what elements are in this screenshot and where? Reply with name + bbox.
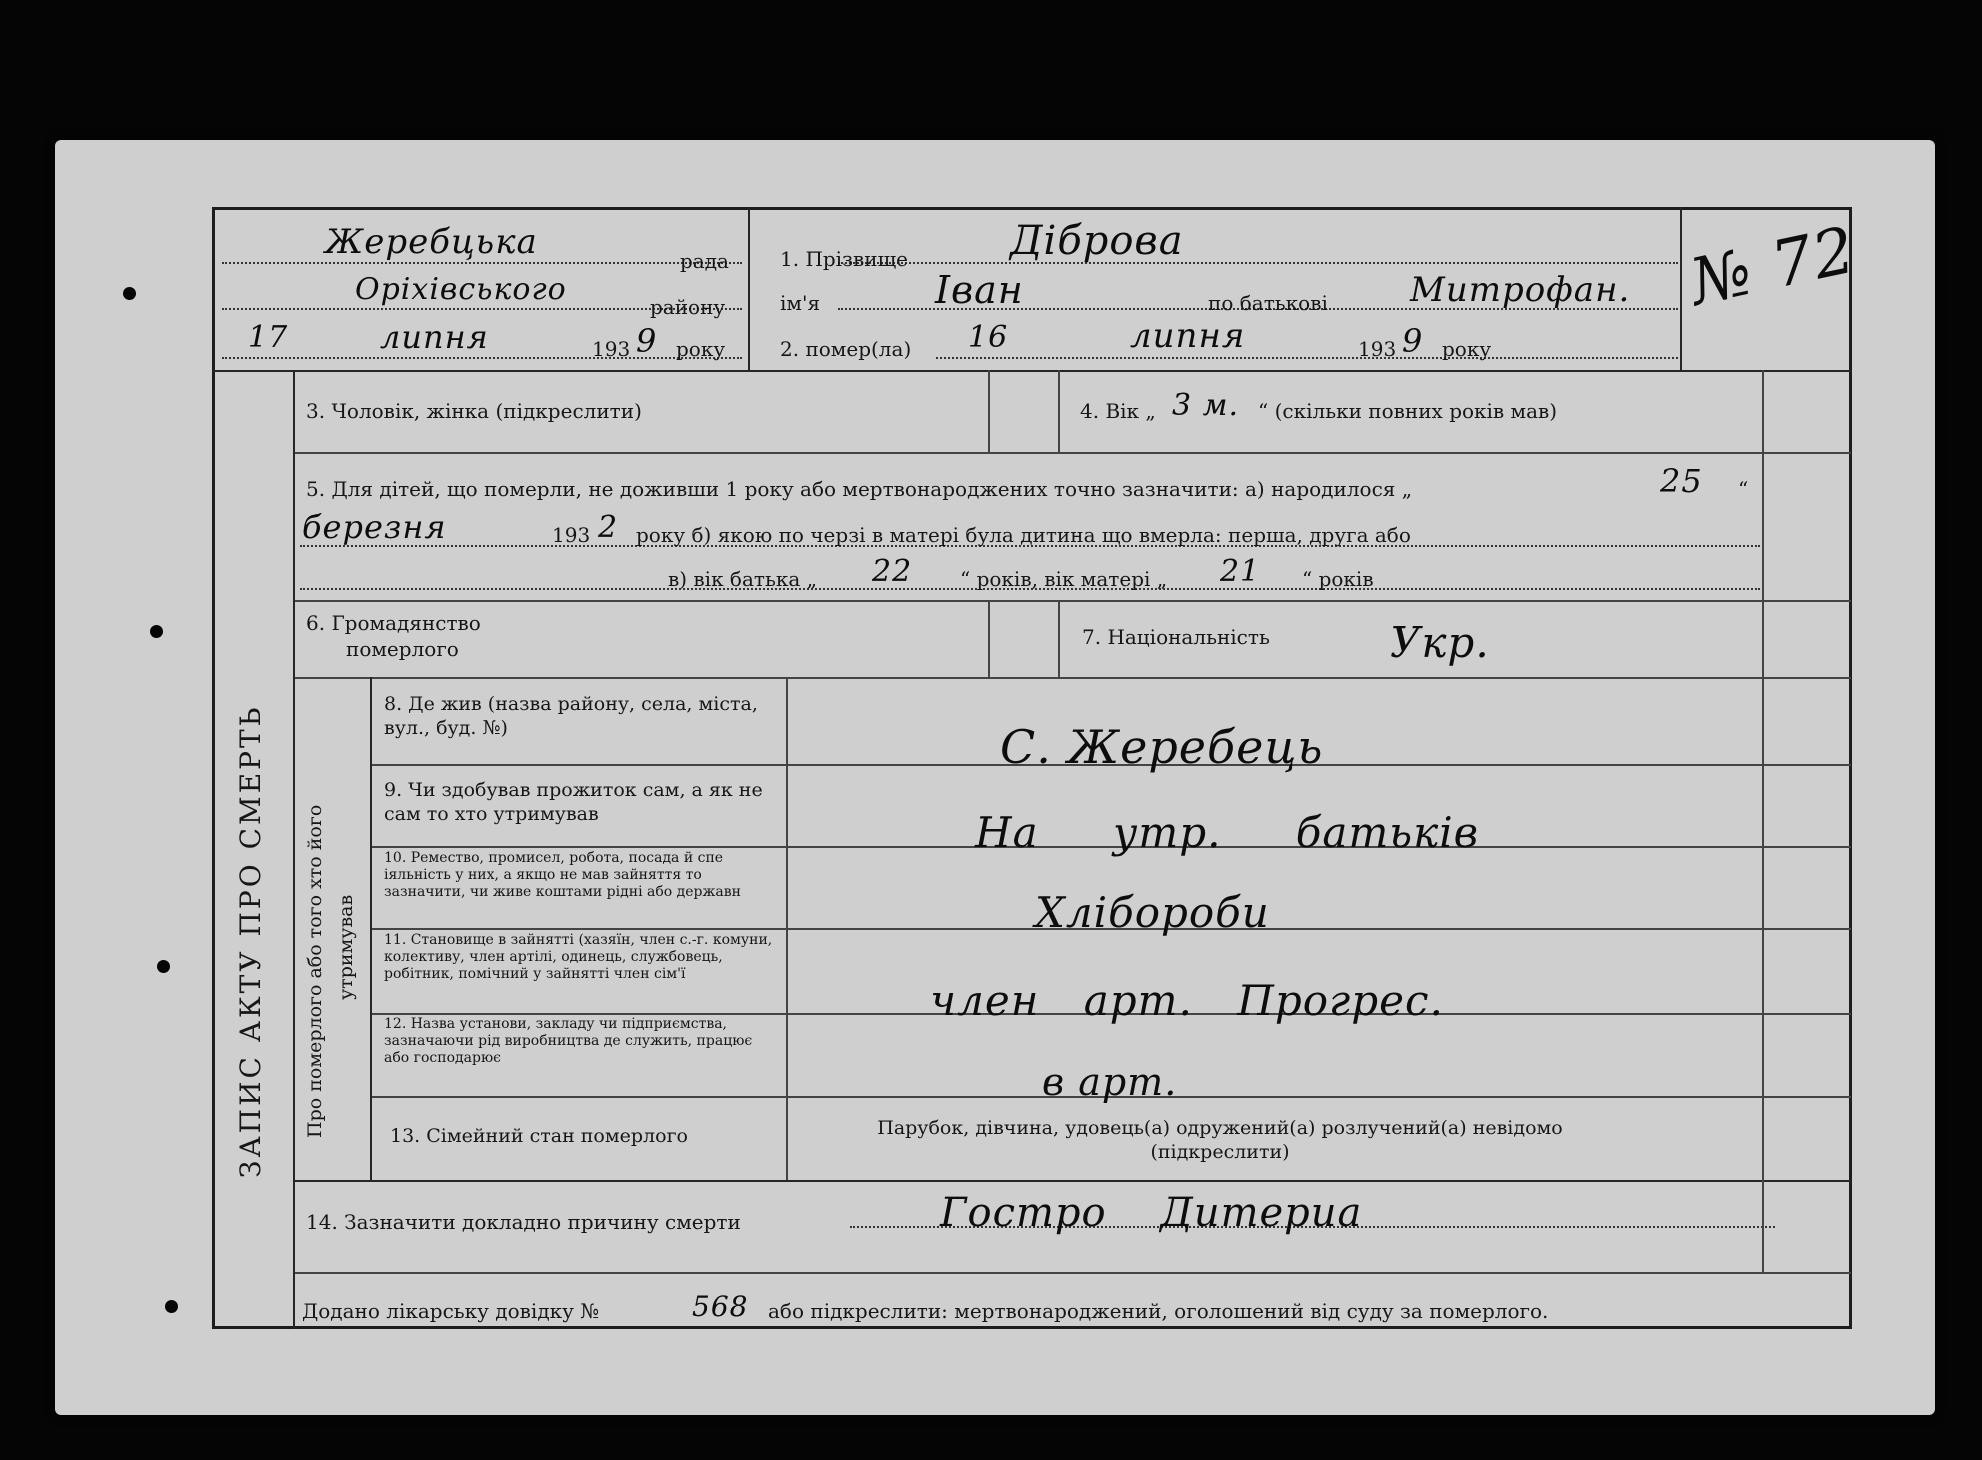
- handwritten-father-age: 22: [872, 554, 913, 589]
- field-5-line-3c: “ років: [1302, 567, 1374, 591]
- field-5-quote-close: “: [1738, 477, 1749, 501]
- field-5-line-2: року б) якою по черзі в матері була дитина що вмерла: перша, друга або: [636, 523, 1411, 547]
- handwritten-nationality: Укр.: [1390, 618, 1490, 667]
- handwritten-institution: в арт.: [1042, 1060, 1178, 1104]
- field-10-label: 10. Ремество, промисел, робота, посада й спе іяльність у них, а якщо не мав зайняття то зазначити, чи живе коштами рідні або державн: [384, 850, 741, 900]
- handwritten-support: На утр. батьків: [975, 808, 1480, 857]
- reg-year-prefix: 193: [592, 337, 631, 361]
- death-year-suffix: року: [1442, 337, 1492, 361]
- field-2-label: 2. помер(ла): [780, 337, 912, 361]
- field-11-label: 11. Становище в зайнятті (хазяїн, член с.-г. комуни, колективу, член артілі, одинець, службовець, робітник, помічний у зайнятті член сім'ї: [384, 932, 773, 982]
- side-subtitle-1: Про померлого або того хто його: [304, 804, 326, 1138]
- handwritten-death-day: 16: [968, 320, 1009, 355]
- reg-year-suffix: року: [676, 337, 726, 361]
- field-4-suffix: “ (скільки повних років мав): [1258, 399, 1558, 423]
- field-8-label: 8. Де жив (назва району, села, міста, вул., буд. №): [384, 693, 758, 739]
- handwritten-rayon: Оріхівського: [355, 272, 567, 307]
- field-1-label: 1. Прізвище: [780, 247, 909, 271]
- handwritten-reg-year: 9: [636, 322, 658, 360]
- field-7-label: 7. Національність: [1082, 625, 1270, 649]
- handwritten-born-year: 2: [598, 510, 619, 545]
- field-13-label: 13. Сімейний стан померлого: [390, 1125, 688, 1147]
- handwritten-reg-month: липня: [380, 318, 489, 356]
- field-5-line-3b: “ років, вік матері „: [960, 567, 1168, 591]
- punch-hole: [150, 625, 163, 638]
- field-12-label: 12. Назва установи, закладу чи підприємства, зазначаючи рід виробництва де служить, працює або господарює: [384, 1016, 753, 1066]
- handwritten-certificate-number: 568: [692, 1290, 749, 1323]
- handwritten-surname: Діброва: [1010, 218, 1184, 264]
- handwritten-occupation: Хлібороби: [1035, 888, 1270, 937]
- footer-suffix: або підкреслити: мертвонароджений, оголошений від суду за померлого.: [768, 1299, 1549, 1323]
- rayon-label: району: [650, 295, 726, 319]
- punch-hole: [157, 960, 170, 973]
- field-6-line-1: 6. Громадянство: [306, 611, 481, 635]
- handwritten-cause-of-death: Гостро Дитериа: [940, 1190, 1363, 1236]
- handwritten-mother-age: 21: [1220, 554, 1261, 589]
- handwritten-born-day: 25: [1660, 462, 1703, 500]
- handwritten-death-month: липня: [1130, 316, 1246, 356]
- side-subtitle-2: утримував: [335, 894, 357, 1000]
- field-13-options: Парубок, дівчина, удовець(а) одружений(а) розлучений(а) невідомо (підкреслити): [877, 1117, 1563, 1163]
- field-5-year-prefix: 193: [552, 523, 591, 547]
- rada-label: рада: [680, 249, 729, 273]
- patronymic-label: по батькові: [1208, 291, 1328, 315]
- handwritten-status: член арт. Прогрес.: [930, 976, 1444, 1025]
- field-5-line-3a: в) вік батька „: [668, 567, 817, 591]
- field-4-prefix: 4. Вік „: [1080, 399, 1156, 423]
- field-5-line-1: 5. Для дітей, що померли, не доживши 1 року або мертвонароджених точно зазначити: а) народилося „: [306, 477, 1413, 501]
- handwritten-reg-day: 17: [248, 320, 289, 355]
- handwritten-first-name: Іван: [935, 268, 1024, 312]
- handwritten-residence: С. Жеребець: [1000, 720, 1324, 774]
- field-9-label: 9. Чи здобував прожиток сам, а як не сам то хто утримував: [384, 779, 763, 825]
- field-3-label: 3. Чоловік, жінка (підкреслити): [306, 399, 642, 423]
- handwritten-record-number: № 72: [1684, 213, 1863, 321]
- punch-hole: [165, 1300, 178, 1313]
- footer-prefix: Додано лікарську довідку №: [302, 1299, 600, 1323]
- death-year-prefix: 193: [1358, 337, 1397, 361]
- side-title: ЗАПИС АКТУ ПРО СМЕРТЬ: [234, 704, 267, 1178]
- handwritten-age: 3 м.: [1172, 388, 1240, 423]
- field-6-line-2: померлого: [346, 637, 459, 661]
- field-14-label: 14. Зазначити докладно причину смерти: [306, 1210, 741, 1234]
- punch-hole: [123, 287, 136, 300]
- first-name-label: ім'я: [780, 291, 821, 315]
- handwritten-rada: Жеребцька: [325, 222, 538, 262]
- handwritten-death-year: 9: [1402, 322, 1424, 360]
- handwritten-born-month: березня: [302, 508, 447, 546]
- handwritten-patronymic: Митрофан.: [1410, 270, 1631, 310]
